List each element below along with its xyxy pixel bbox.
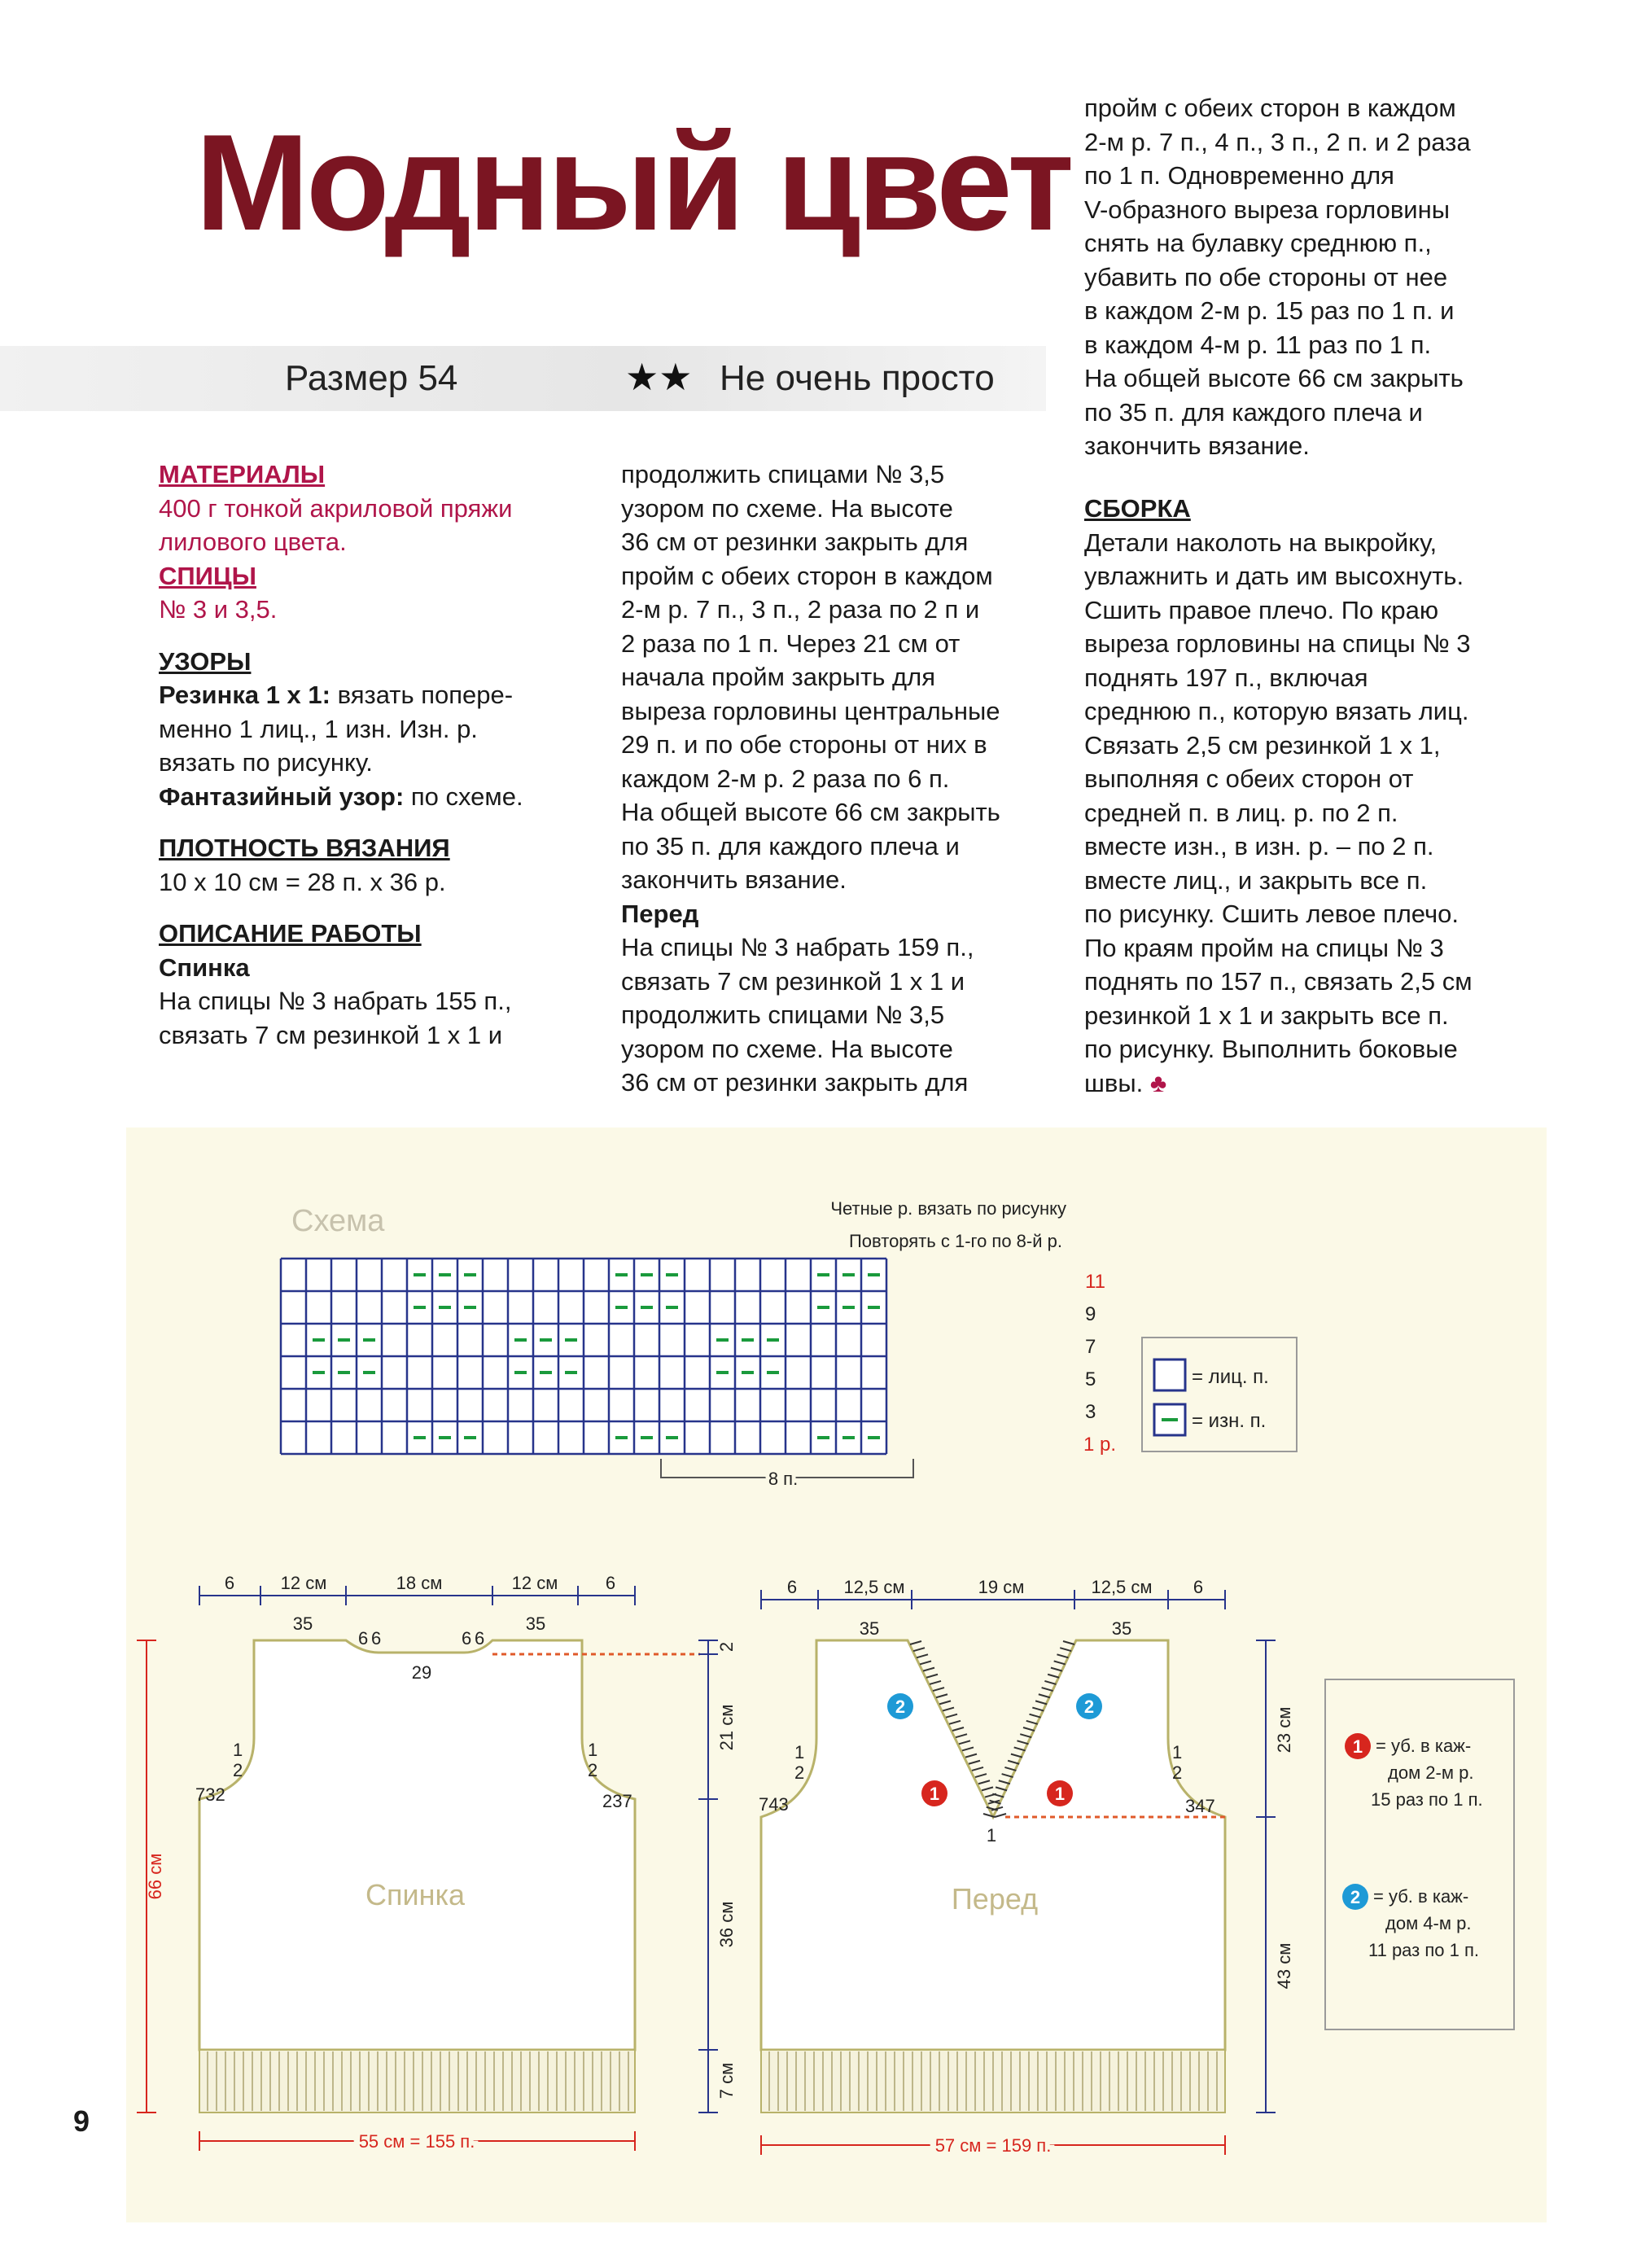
c3b-line: увлажнить и дать им высохнуть. (1084, 562, 1464, 590)
back-measure: 2 (716, 1641, 737, 1653)
v-neck-hatch-line (910, 1641, 921, 1644)
c3b-line: выполняя с обеих сторон от (1084, 764, 1414, 793)
front-width: 6 (1193, 1577, 1204, 1597)
v-neck-hatch-line (1032, 1708, 1044, 1711)
needles-heading: СПИЦЫ (159, 561, 256, 590)
back-arm-step: 2 (588, 1760, 598, 1780)
v-neck-hatch-line (978, 1780, 990, 1784)
back-neck-step: 6 (371, 1628, 382, 1648)
c3-line: по 35 п. для каждого плеча и (1084, 397, 1423, 427)
front-width: 12,5 см (1091, 1577, 1153, 1597)
c3b-line: Сшить правое плечо. По краю (1084, 595, 1439, 624)
back-arm-step: 1 (588, 1740, 598, 1760)
c2-line: продолжить спицами № 3,5 (621, 1000, 945, 1029)
front-rib (761, 2050, 1225, 2113)
legend-text: дом 4-м р. (1385, 1913, 1472, 1933)
v-neck-hatch-line (936, 1694, 947, 1697)
legend-badge-2: 2 (1350, 1887, 1361, 1907)
front-center-stitch: 1 (986, 1825, 997, 1845)
c3b-line: поднять по 157 п., связать 2,5 см (1084, 967, 1473, 996)
v-neck-hatch-line (965, 1754, 977, 1758)
c2-line: 36 см от резинки закрыть для (621, 1068, 969, 1097)
difficulty-stars: ★★ (625, 356, 693, 398)
row-label: 1 р. (1083, 1434, 1117, 1456)
c3-line: по 1 п. Одновременно для (1084, 161, 1394, 190)
badge-2-label: 2 (895, 1697, 906, 1717)
back-width: 12 см (511, 1573, 558, 1593)
badge-2-label: 2 (1083, 1697, 1095, 1717)
front-arm-step: 347 (1185, 1796, 1215, 1816)
badge-1-label: 1 (929, 1784, 940, 1804)
row-label: 11 (1085, 1271, 1105, 1293)
c3b-line: По краям пройм на спицы № 3 (1084, 933, 1444, 962)
front-arm-step: 1 (1172, 1742, 1183, 1762)
back-text-1: На спицы № 3 набрать 155 п., (159, 987, 512, 1015)
legend-badge-1: 1 (1352, 1736, 1363, 1757)
decrease-legend-box (1325, 1679, 1514, 2029)
v-neck-hatch-line (1044, 1681, 1056, 1684)
rib-line-2: менно 1 лиц., 1 изн. Изн. р. (159, 714, 478, 743)
c2-line: узором по схеме. На высоте (621, 493, 953, 523)
back-width: 18 см (396, 1573, 443, 1593)
back-outline (199, 1640, 635, 2050)
needles-text: № 3 и 3,5. (159, 595, 278, 624)
legend-knit: = лиц. п. (1192, 1366, 1269, 1388)
size-label: Размер 54 (285, 358, 458, 398)
v-neck-hatch-line (1063, 1641, 1074, 1644)
v-neck-hatch-line (1039, 1694, 1050, 1697)
back-text-2: связать 7 см резинкой 1 х 1 и (159, 1020, 503, 1049)
work-heading: ОПИСАНИЕ РАБОТЫ (159, 919, 422, 948)
c2-line: На общей высоте 66 см закрыть (621, 798, 1000, 826)
back-bottom: 55 см = 155 п. (358, 2131, 475, 2152)
c2-line: 36 см от резинки закрыть для (621, 528, 969, 556)
c3-line: снять на булавку среднюю п., (1084, 229, 1432, 257)
rib-line-3: вязать по рисунку. (159, 748, 373, 777)
c3-line: в каждом 2-м р. 15 раз по 1 п. и (1084, 296, 1455, 325)
v-neck-hatch-line (975, 1774, 987, 1777)
c3b-line: Детали наколоть на выкройку, (1084, 528, 1438, 557)
c2-line: 2 раза по 1 п. Через 21 см от (621, 628, 961, 658)
materials-heading: МАТЕРИАЛЫ (159, 460, 326, 488)
front-shoulder: 35 (1111, 1618, 1132, 1639)
rib-label: Резинка 1 х 1: (159, 681, 330, 709)
v-neck-hatch-line (959, 1740, 970, 1744)
back-arm-step: 237 (602, 1791, 632, 1811)
c2-line: 29 п. и по обе стороны от них в (621, 730, 987, 759)
c3-line: закончить вязание. (1084, 431, 1310, 460)
page-number: 9 (73, 2104, 90, 2138)
back-heading: Спинка (159, 952, 250, 982)
c2-line: выреза горловины центральные (621, 696, 1000, 725)
back-measure: 21 см (716, 1704, 737, 1751)
back-arm-step: 732 (195, 1784, 225, 1805)
back-shoulder: 35 (292, 1613, 313, 1634)
knit-swatch-icon (1154, 1359, 1185, 1390)
front-width: 6 (786, 1577, 798, 1597)
v-neck-hatch-line (982, 1787, 993, 1790)
assembly-heading: СБОРКА (1084, 494, 1191, 523)
front-height-bottom: 43 см (1274, 1942, 1294, 1990)
fancy-text: по схеме. (404, 782, 523, 811)
front-arm-step: 2 (1172, 1762, 1183, 1783)
v-neck-hatch-line (1035, 1701, 1047, 1704)
back-measure: 7 см (716, 2062, 737, 2099)
row-label: 9 (1085, 1303, 1096, 1325)
back-arm-step: 1 (233, 1740, 243, 1760)
front-width: 12,5 см (843, 1577, 905, 1597)
v-neck-hatch-line (1023, 1727, 1035, 1731)
row-label: 7 (1085, 1336, 1096, 1358)
back-rib (199, 2050, 635, 2113)
c3b-line: резинкой 1 х 1 и закрыть все п. (1084, 1000, 1449, 1030)
v-neck-hatch-line (949, 1721, 961, 1724)
c2-line: по 35 п. для каждого плеча и (621, 831, 960, 860)
legend-text: = уб. в каж- (1373, 1886, 1469, 1907)
page-title: Модный цвет (195, 106, 1071, 259)
club-end-icon: ♣ (1149, 1068, 1167, 1097)
v-neck-hatch-line (913, 1648, 925, 1651)
legend-text: 11 раз по 1 п. (1368, 1940, 1480, 1960)
density-heading: ПЛОТНОСТЬ ВЯЗАНИЯ (159, 834, 450, 862)
chart-title: Схема (291, 1204, 385, 1238)
c3-line: V-образного выреза горловины (1084, 195, 1451, 224)
legend-purl: = изн. п. (1192, 1410, 1267, 1432)
c3-line: в каждом 4-м р. 11 раз по 1 п. (1084, 330, 1432, 359)
v-neck-hatch-line (962, 1747, 974, 1750)
v-neck-hatch-line (1054, 1661, 1066, 1664)
chart-note-2: Повторять с 1-го по 8-й р. (848, 1231, 1062, 1251)
front-heading: Перед (621, 899, 699, 928)
back-dimensions (199, 1573, 635, 1605)
rib-text-1: вязать попере- (330, 681, 514, 709)
v-neck-hatch-line (920, 1661, 931, 1664)
row-label: 3 (1085, 1401, 1096, 1423)
v-neck-hatch-line (1060, 1648, 1071, 1651)
difficulty-label: Не очень просто (720, 358, 995, 398)
legend-text: 15 раз по 1 п. (1371, 1789, 1483, 1810)
c3b-line: вместе изн., в изн. р. – по 2 п. (1084, 832, 1434, 860)
v-neck-hatch-line (943, 1708, 954, 1711)
c3b-line: поднять 197 п., включая (1084, 663, 1368, 692)
v-neck-hatch-line (923, 1668, 934, 1671)
c3b-line: по рисунку. Сшить левое плечо. (1084, 900, 1460, 928)
c2-line: закончить вязание. (621, 865, 847, 894)
chart-note-1: Четные р. вязать по рисунку (830, 1198, 1066, 1219)
c2-line: продолжить спицами № 3,5 (621, 460, 945, 488)
back-width: 12 см (280, 1573, 327, 1593)
v-neck-hatch-line (1020, 1734, 1031, 1737)
c3b-line: вместе лиц., и закрыть все п. (1084, 865, 1428, 895)
back-neck-step: 6 (462, 1628, 472, 1648)
back-neck-step: 6 (358, 1628, 369, 1648)
v-neck-hatch-line (1048, 1675, 1059, 1678)
c3b-line: средней п. в лиц. р. по 2 п. (1084, 798, 1398, 827)
back-neck-step: 6 (475, 1628, 485, 1648)
front-label: Перед (951, 1882, 1039, 1916)
front-arm-step: 1 (794, 1742, 805, 1762)
v-neck-hatch-line (1017, 1740, 1028, 1744)
back-height: 66 см (145, 1853, 165, 1900)
rib-band (199, 2050, 635, 2113)
legend-text: дом 2-м р. (1388, 1762, 1474, 1783)
repeat-label: 8 п. (768, 1469, 799, 1489)
v-neck-hatch-line (1051, 1668, 1062, 1671)
c3-line: 2-м р. 7 п., 4 п., 3 п., 2 п. и 2 раза (1084, 127, 1471, 156)
c2-line: 2-м р. 7 п., 3 п., 2 раза по 2 п и (621, 595, 980, 624)
c2-line: каждом 2-м р. 2 раза по 6 п. (621, 764, 950, 793)
v-neck-hatch-line (1014, 1747, 1026, 1750)
front-arm-step: 743 (759, 1794, 789, 1815)
c2-line: пройм с обеих сторон в каждом (621, 561, 993, 590)
back-width: 6 (224, 1573, 235, 1593)
front-height-top: 23 см (1274, 1706, 1294, 1754)
patterns-heading: УЗОРЫ (159, 646, 252, 676)
back-label: Спинка (365, 1878, 466, 1911)
front-arm-step: 2 (794, 1762, 805, 1783)
c3b-line: по рисунку. Выполнить боковые (1084, 1035, 1458, 1063)
c3-line: убавить по обе стороны от нее (1084, 262, 1448, 291)
v-neck-hatch-line (926, 1675, 938, 1678)
back-arm-step: 2 (233, 1760, 243, 1780)
back-measure: 36 см (716, 1901, 737, 1948)
c2-line: узором по схеме. На высоте (621, 1034, 953, 1063)
c2-line: связать 7 см резинкой 1 х 1 и (621, 966, 965, 996)
row-label: 5 (1085, 1368, 1096, 1390)
v-neck-hatch-line (952, 1727, 964, 1731)
c2-line: На спицы № 3 набрать 159 п., (621, 933, 974, 961)
fancy-label: Фантазийный узор: (159, 782, 405, 811)
v-neck-hatch-line (1030, 1714, 1041, 1718)
front-width: 19 см (978, 1577, 1025, 1597)
c3b-line: выреза горловины на спицы № 3 (1084, 629, 1471, 658)
v-neck-hatch-line (1057, 1654, 1068, 1657)
v-neck-hatch-line (930, 1681, 941, 1684)
front-shoulder: 35 (859, 1618, 880, 1639)
legend-text: = уб. в каж- (1376, 1736, 1472, 1756)
v-neck-hatch-line (969, 1761, 980, 1764)
last-line-text: швы. (1084, 1068, 1144, 1097)
stitch-chart-grid (281, 1259, 886, 1454)
v-neck-hatch-line (939, 1701, 951, 1704)
c3-line: На общей высоте 66 см закрыть (1084, 364, 1464, 392)
back-neck-count: 29 (411, 1662, 432, 1683)
v-neck-hatch-line (917, 1654, 928, 1657)
front-bottom: 57 см = 159 п. (934, 2135, 1052, 2156)
v-neck-hatch-line (946, 1714, 957, 1718)
front-dimensions (761, 1577, 1225, 1609)
materials-text-2: лилового цвета. (159, 528, 347, 556)
v-neck-hatch-line (1026, 1721, 1038, 1724)
v-neck-hatch-line (956, 1734, 967, 1737)
c3b-line: среднюю п., которую вязать лиц. (1084, 697, 1469, 725)
back-width: 6 (605, 1573, 616, 1593)
materials-text-1: 400 г тонкой акриловой пряжи (159, 493, 513, 523)
back-shoulder: 35 (525, 1613, 546, 1634)
c3b-line: Связать 2,5 см резинкой 1 х 1, (1084, 730, 1441, 760)
c3-line: пройм с обеих сторон в каждом (1084, 94, 1456, 122)
v-neck-hatch-line (972, 1767, 983, 1771)
v-neck-hatch-line (1042, 1688, 1053, 1691)
v-neck-hatch-line (933, 1688, 944, 1691)
density-text: 10 х 10 см = 28 п. х 36 р. (159, 867, 446, 896)
c2-line: начала пройм закрыть для (621, 663, 935, 691)
badge-1-label: 1 (1054, 1784, 1066, 1804)
